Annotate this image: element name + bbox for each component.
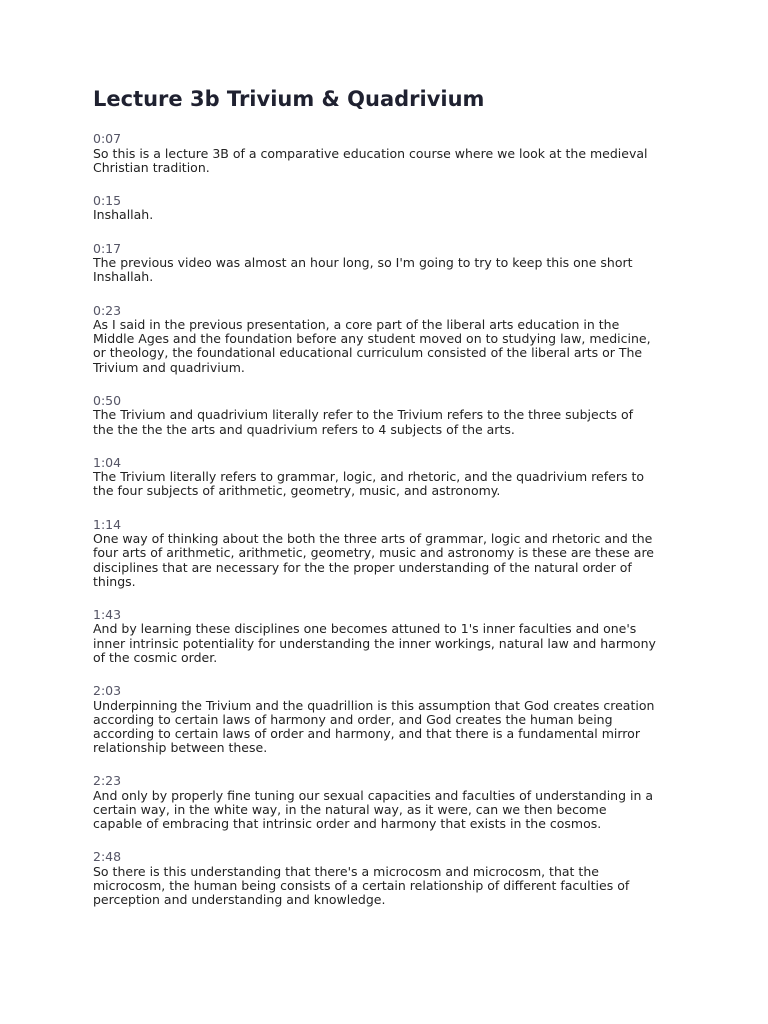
transcript-list xyxy=(93,132,688,908)
transcript-line: the the the the arts and quadrivium refers to 4 subjects of the arts. xyxy=(93,421,515,437)
transcript-entry xyxy=(93,194,688,223)
transcript-line: So this is a lecture 3B of a comparative education course where we look at the medieval xyxy=(93,145,648,161)
transcript-line: certain way, in the white way, in the natural way, as it were, can we then become xyxy=(93,802,607,818)
transcript-entry xyxy=(93,608,688,665)
transcript-line: or theology, the foundational educational curriculum consisted of the liberal arts or The xyxy=(93,345,643,361)
transcript-line: of the cosmic order. xyxy=(93,649,218,665)
timestamp: 1:04 xyxy=(93,454,122,470)
transcript-line: according to certain laws of harmony and order, and God creates the human being xyxy=(93,711,613,727)
transcript-text xyxy=(93,318,688,375)
transcript-entry xyxy=(93,518,688,589)
transcript-line: disciplines that are necessary for the the proper understanding of the natural order of xyxy=(93,559,632,575)
transcript-line: the four subjects of arithmetic, geometry, music, and astronomy. xyxy=(93,483,501,499)
timestamp: 2:03 xyxy=(93,683,122,699)
timestamp: 0:15 xyxy=(93,192,122,208)
transcript-text xyxy=(93,147,688,175)
timestamp: 0:23 xyxy=(93,302,122,318)
transcript-entry xyxy=(93,684,688,755)
transcript-entry xyxy=(93,242,688,285)
transcript-line: So there is this understanding that there's a microcosm and microcosm, that the xyxy=(93,863,599,879)
transcript-line: Middle Ages and the foundation before any student moved on to studying law, medicine, xyxy=(93,331,651,347)
transcript-line: Trivium and quadrivium. xyxy=(93,359,245,375)
transcript-line: relationship between these. xyxy=(93,740,268,756)
transcript-line: As I said in the previous presentation, a core part of the liberal arts education in the xyxy=(93,317,620,333)
transcript-line: The Trivium and quadrivium literally refer to the Trivium refers to the three subjects of xyxy=(93,407,634,423)
transcript-line: Christian tradition. xyxy=(93,159,210,175)
transcript-line: The Trivium literally refers to grammar, logic, and rhetoric, and the quadrivium refers to xyxy=(93,469,645,485)
transcript-text xyxy=(93,408,688,436)
transcript-line: four arts of arithmetic, arithmetic, geometry, music and astronomy is these are these are xyxy=(93,545,654,561)
transcript-line: according to certain laws of order and harmony, and that there is a fundamental mirror xyxy=(93,725,640,741)
transcript-text xyxy=(93,532,688,589)
transcript-line: Underpinning the Trivium and the quadrillion is this assumption that God creates creation xyxy=(93,697,655,713)
transcript-text xyxy=(93,256,688,284)
page-title: Lecture 3b Trivium & Quadrivium xyxy=(93,87,485,111)
transcript-entry xyxy=(93,304,688,375)
timestamp: 1:14 xyxy=(93,516,122,532)
timestamp: 2:23 xyxy=(93,773,122,789)
transcript-entry xyxy=(93,456,688,499)
transcript-line: And only by properly fine tuning our sexual capacities and faculties of understanding in a xyxy=(93,787,654,803)
transcript-text xyxy=(93,622,688,665)
transcript-line: things. xyxy=(93,573,136,589)
transcript-entry xyxy=(93,850,688,907)
transcript-line: perception and understanding and knowledge. xyxy=(93,892,386,908)
transcript-text xyxy=(93,865,688,908)
transcript-entry xyxy=(93,132,688,175)
timestamp: 0:50 xyxy=(93,392,122,408)
transcript-text xyxy=(93,470,688,498)
transcript-line: capable of embracing that intrinsic order and harmony that exists in the cosmos. xyxy=(93,816,602,832)
transcript-line: One way of thinking about the both the three arts of grammar, logic and rhetoric and the xyxy=(93,531,653,547)
timestamp: 0:17 xyxy=(93,240,122,256)
timestamp: 1:43 xyxy=(93,606,122,622)
transcript-text xyxy=(93,789,688,832)
transcript-text xyxy=(93,699,688,756)
transcript-line: inner intrinsic potentiality for understanding the inner workings, natural law and harmony xyxy=(93,635,656,651)
transcript-entry xyxy=(93,394,688,437)
transcript-line: And by learning these disciplines one becomes attuned to 1's inner faculties and one's xyxy=(93,621,637,637)
timestamp: 0:07 xyxy=(93,131,122,146)
transcript-line: The previous video was almost an hour long, so I'm going to try to keep this one short xyxy=(93,255,633,271)
transcript-line: microcosm, the human being consists of a certain relationship of different faculties of xyxy=(93,878,630,894)
timestamp: 2:48 xyxy=(93,849,122,865)
transcript-line: Inshallah. xyxy=(93,207,154,223)
transcript-line: Inshallah. xyxy=(93,269,154,285)
transcript-text xyxy=(93,208,688,222)
transcript-entry xyxy=(93,774,688,831)
